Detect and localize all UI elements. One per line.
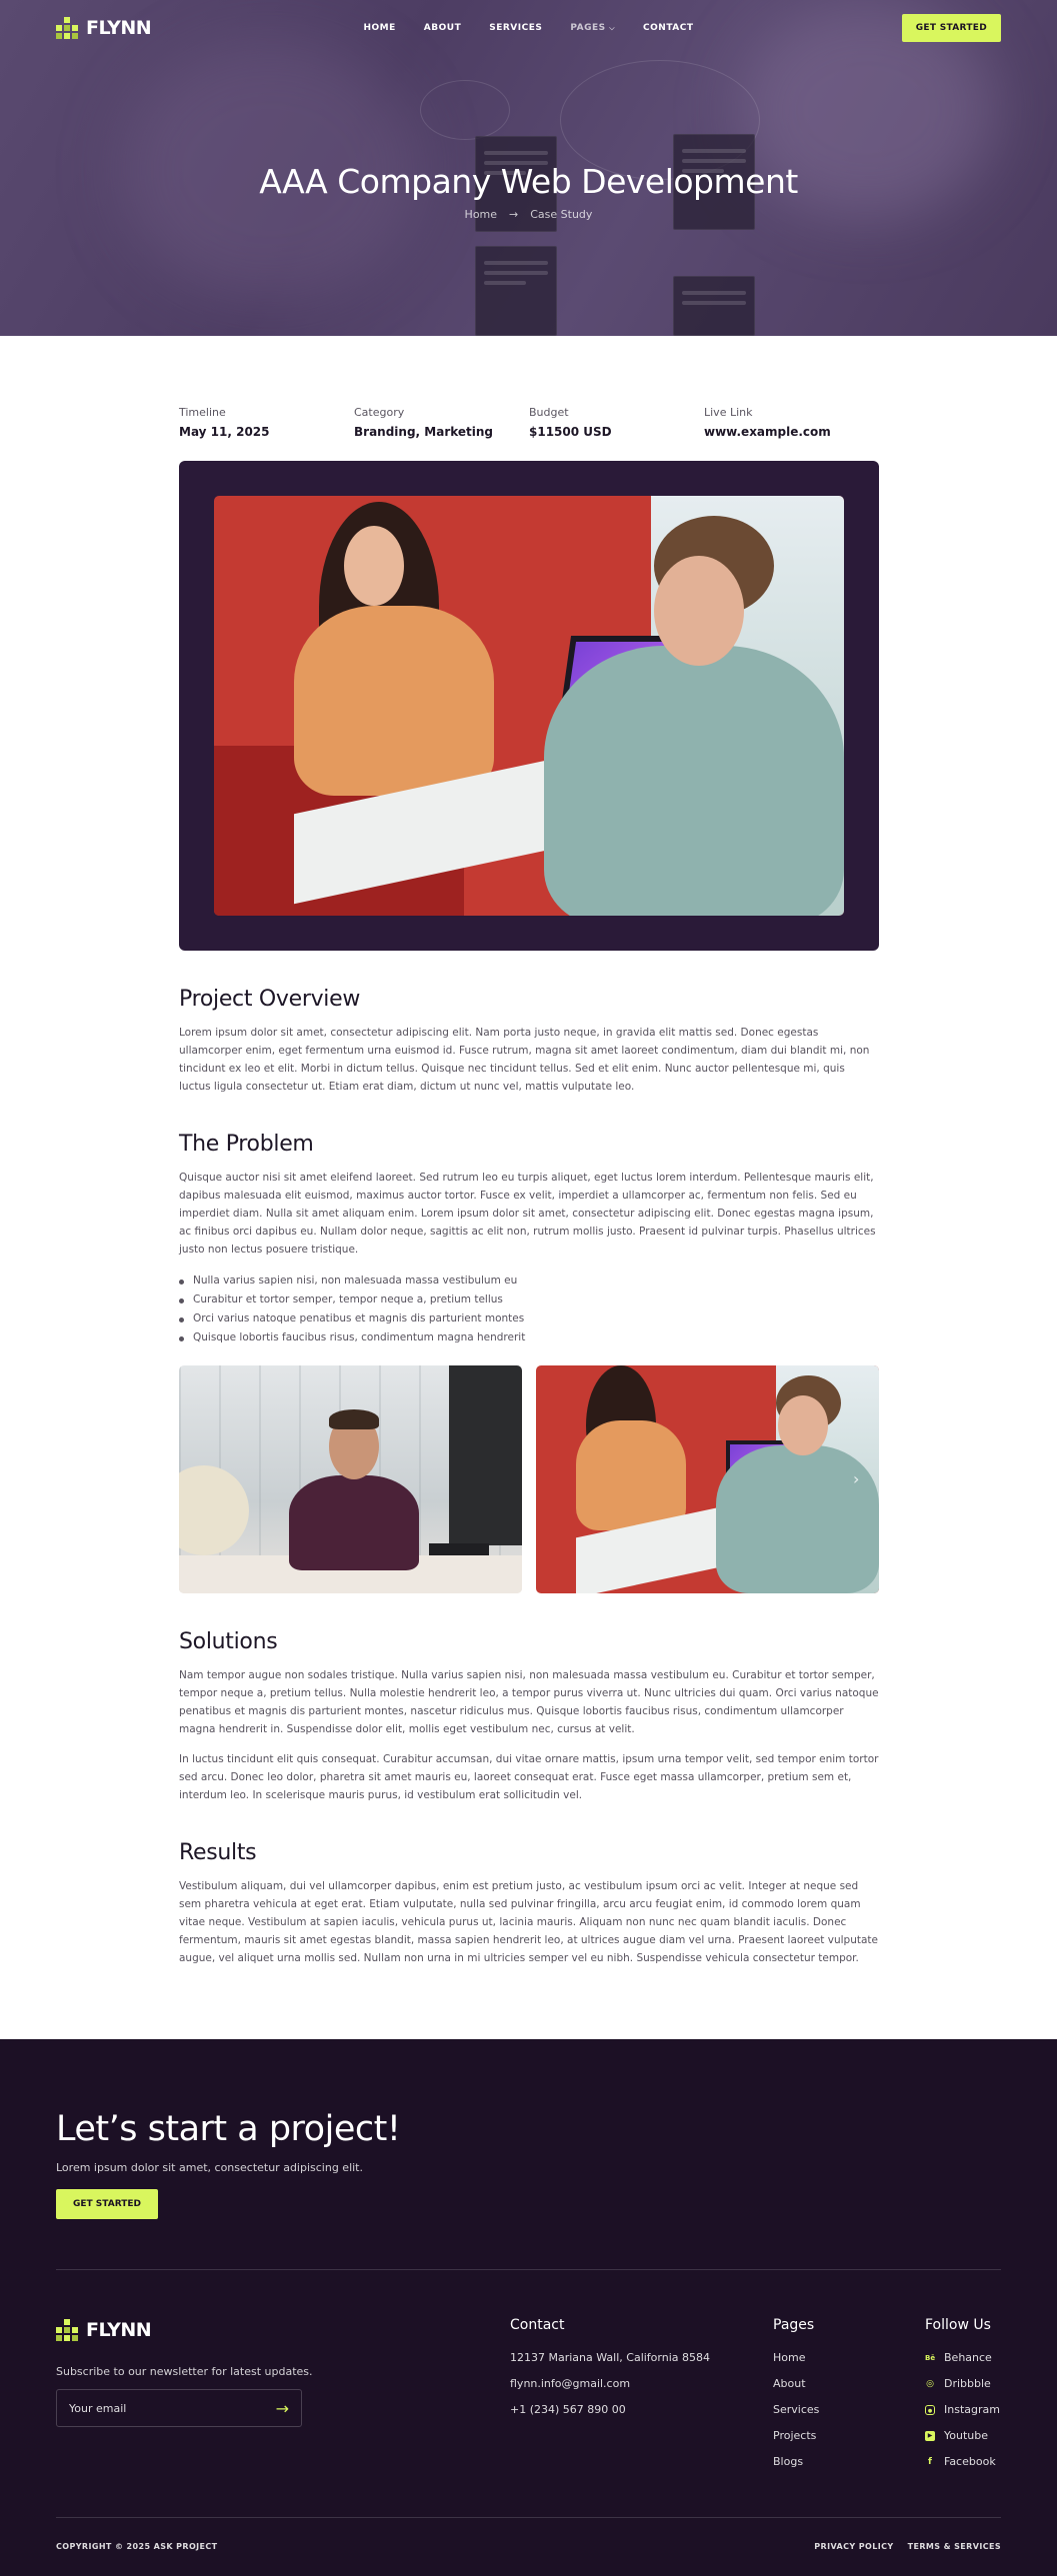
footer-link-blogs[interactable]: Blogs [773, 2455, 804, 2468]
social-label: Behance [944, 2351, 992, 2364]
footer-link-about[interactable]: About [773, 2377, 806, 2390]
section-paragraph: Lorem ipsum dolor sit amet, consectetur adipiscing elit. Nam porta justo neque, in gravida elit mattis sed. Donec egestas ullamcorper enim, eget fermentum urna euismod id. Fusce rutrum, magna sit amet laoreet condimentum, diam dui blandit mi, non tincidunt ex leo et elit. Morbi in dictum tellus. Quisque nec tincidunt tellus. Sed et elit enim. Nunc auctor pellentesque mi, quis luctus ligula consectetur ut. Etiam erat diam, dictum ut nunc vel, mattis vulputate leo. [179, 1027, 870, 1093]
section-solutions [179, 1629, 879, 1804]
list-item: Quisque lobortis faucibus risus, condimentum magna hendrerit [179, 1331, 879, 1343]
social-label: Dribbble [944, 2377, 991, 2390]
meta-label: Budget [529, 406, 569, 419]
meta-budget [529, 406, 704, 439]
contact-phone-link[interactable]: +1 (234) 567 890 00 [510, 2403, 626, 2416]
top-navigation [0, 0, 1057, 56]
nav-link-about[interactable]: ABOUT [423, 23, 462, 33]
footer-title: Let’s start a project! [56, 2109, 401, 2149]
brand-logo[interactable] [56, 17, 151, 39]
divider [56, 2517, 1001, 2518]
social-label: Facebook [944, 2455, 996, 2468]
meta-value: May 11, 2025 [179, 425, 270, 439]
footer-get-started-button[interactable]: GET STARTED [56, 2189, 158, 2219]
logo-mark-icon [56, 2319, 78, 2341]
section-paragraph: Quisque auctor nisi sit amet eleifend laoreet. Sed rutrum leo eu turpis aliquet, eget luctus lorem interdum. Pellentesque mauris elit, dapibus malesuada elit euismod, maximus auctor tortor. Fusce ex velit, imperdiet a ullamcorper ac, fermentum non felis. Sed eu imperdiet diam. Nulla sit amet aliquam enim. Lorem ipsum dolor sit amet, consectetur adipiscing elit. Donec egestas magna ipsum, ac finibus orci dapibus eu. Nullam dolor neque, sagittis ac elit non, rutrum mollis justo. Praesent id pulvinar turpis. Phasellus ultrices justo non lectus posuere tristique. [179, 1172, 876, 1256]
hero-banner [0, 0, 1057, 336]
terms-link[interactable]: TERMS & SERVICES [907, 2542, 1001, 2551]
social-label: Instagram [944, 2403, 1000, 2416]
divider [56, 2269, 1001, 2270]
arrow-right-icon: → [509, 208, 519, 221]
footer-contact [510, 2317, 710, 2429]
featured-image [214, 496, 844, 916]
section-results [179, 1840, 879, 1967]
meta-value: Branding, Marketing [354, 425, 494, 439]
nav-link-pages-label: PAGES [570, 23, 606, 33]
meta-label: Timeline [179, 406, 226, 419]
gallery-image[interactable] [179, 1365, 522, 1593]
section-project-overview [179, 987, 879, 1096]
image-gallery [179, 1365, 879, 1593]
gallery-image[interactable] [536, 1365, 879, 1593]
footer-column-heading: Follow Us [925, 2317, 991, 2333]
list-item: Curabitur et tortor semper, tempor neque a, pretium tellus [179, 1293, 879, 1305]
hero-background-board [475, 246, 557, 336]
nav-link-services[interactable]: SERVICES [489, 23, 543, 33]
footer-brand-logo[interactable] [56, 2319, 151, 2341]
nav-link-contact[interactable]: CONTACT [643, 23, 694, 33]
nav-link-home[interactable]: HOME [363, 23, 396, 33]
chevron-down-icon: ⌵ [609, 24, 616, 32]
section-heading: The Problem [179, 1132, 314, 1157]
social-link-behance[interactable] [925, 2351, 1000, 2364]
chevron-right-icon[interactable]: › [853, 1469, 860, 1488]
breadcrumb [0, 208, 1057, 221]
social-link-instagram[interactable] [925, 2403, 1000, 2416]
page-title: AAA Company Web Development [259, 162, 798, 201]
meta-label: Live Link [704, 406, 753, 419]
section-heading: Solutions [179, 1629, 278, 1654]
copyright-text: COPYRIGHT © 2025 ASK PROJECT [56, 2542, 218, 2551]
privacy-policy-link[interactable]: PRIVACY POLICY [814, 2542, 894, 2551]
project-meta [179, 406, 879, 439]
email-input[interactable] [69, 2402, 276, 2415]
nav-links [0, 0, 1057, 56]
list-item: Nulla varius sapien nisi, non malesuada massa vestibulum eu [179, 1275, 879, 1287]
social-link-facebook[interactable] [925, 2455, 1000, 2468]
arrow-right-icon[interactable]: → [275, 2398, 289, 2418]
section-heading: Project Overview [179, 987, 361, 1012]
footer-link-services[interactable]: Services [773, 2403, 820, 2416]
newsletter-form [56, 2389, 302, 2427]
site-footer [0, 2039, 1057, 2576]
instagram-icon: ● [925, 2405, 935, 2415]
section-the-problem [179, 1132, 879, 1343]
main-content [179, 406, 879, 1967]
brand-name: FLYNN [86, 2319, 152, 2341]
meta-timeline [179, 406, 354, 439]
contact-email-link[interactable]: flynn.info@gmail.com [510, 2377, 631, 2390]
footer-pages [773, 2317, 819, 2481]
hero-background-sketch [420, 80, 510, 140]
newsletter-text: Subscribe to our newsletter for latest updates. [56, 2365, 313, 2378]
meta-live-link [704, 406, 879, 439]
nav-link-pages[interactable] [570, 23, 615, 33]
social-link-dribbble[interactable] [925, 2377, 1000, 2390]
featured-image-frame [179, 461, 879, 951]
live-link[interactable]: www.example.com [704, 425, 831, 439]
social-label: Youtube [944, 2429, 988, 2442]
behance-icon: Bē [925, 2353, 936, 2362]
meta-value: $11500 USD [529, 425, 612, 439]
social-link-youtube[interactable] [925, 2429, 1000, 2442]
legal-links [814, 2542, 1001, 2551]
section-heading: Results [179, 1840, 257, 1865]
brand-name: FLYNN [86, 17, 152, 39]
footer-follow-us [925, 2317, 1000, 2481]
youtube-icon: ▶ [925, 2431, 935, 2441]
footer-column-heading: Pages [773, 2317, 815, 2333]
meta-label: Category [354, 406, 405, 419]
dribbble-icon: ◎ [926, 2378, 934, 2389]
breadcrumb-current: Case Study [530, 208, 593, 221]
section-paragraph: Vestibulum aliquam, dui vel ullamcorper dapibus, enim est pretium justo, ac vestibulum ipsum orci ac velit. Integer at neque sed sem pharetra vehicula at eget erat. Etiam vulputate, nulla sed pulvinar fringilla, arcu arcu feugiat enim, id commodo lorem quam vitae neque. Vestibulum at sapien iaculis, vehicula purus ut, lacinia mauris. Aliquam non nunc nec quam blandit iaculis. Donec fermentum, mauris sit amet egestas blandit, massa sapien hendrerit leo, at ultrices augue diam vel urna. Praesent laoreet vulputate augue, vel aliquet urna mollis sed. Nullam non urna in mi ultricies semper vel eu nibh. Suspendisse vehicula consectetur tempor. [179, 1880, 878, 1964]
get-started-button[interactable]: GET STARTED [902, 14, 1001, 42]
contact-address: 12137 Mariana Wall, California 8584 [510, 2351, 710, 2364]
section-paragraph: In luctus tincidunt elit quis consequat. Curabitur accumsan, dui vitae ornare mattis, ipsum urna tempor velit, sed tempor enim tortor sed arcu. Donec leo dolor, pharetra sit amet mauris eu, laoreet consequat erat. Fusce eget massa ullamcorper, pretium sem et, interdum leo. In scelerisque mauris purus, id vestibulum erat sollicitudin vel. [179, 1753, 879, 1801]
footer-column-heading: Contact [510, 2317, 565, 2333]
hero-background-board [673, 276, 755, 336]
footer-link-home[interactable]: Home [773, 2351, 806, 2364]
footer-link-projects[interactable]: Projects [773, 2429, 817, 2442]
logo-mark-icon [56, 17, 78, 39]
list-item: Orci varius natoque penatibus et magnis dis parturient montes [179, 1312, 879, 1324]
meta-category [354, 406, 529, 439]
footer-subtitle: Lorem ipsum dolor sit amet, consectetur adipiscing elit. [56, 2161, 363, 2174]
section-paragraph: Nam tempor augue non sodales tristique. Nulla varius sapien nisi, non malesuada massa vestibulum eu. Curabitur et tortor semper, tempor neque a, pretium tellus. Nulla molestie hendrerit leo, a tempor purus viverra ut. Nunc ultricies dui quam. Orci varius natoque penatibus et magnis dis parturient montes, nascetur ridiculus mus. Quisque lobortis faucibus risus, condimentum ullamcorper magna hendrerit in. Suspendisse dolor elit, mollis eget vestibulum nec, cursus at velit. [179, 1669, 879, 1735]
breadcrumb-home[interactable]: Home [464, 208, 498, 221]
facebook-icon: f [928, 2456, 932, 2467]
problem-bullet-list [179, 1275, 879, 1343]
